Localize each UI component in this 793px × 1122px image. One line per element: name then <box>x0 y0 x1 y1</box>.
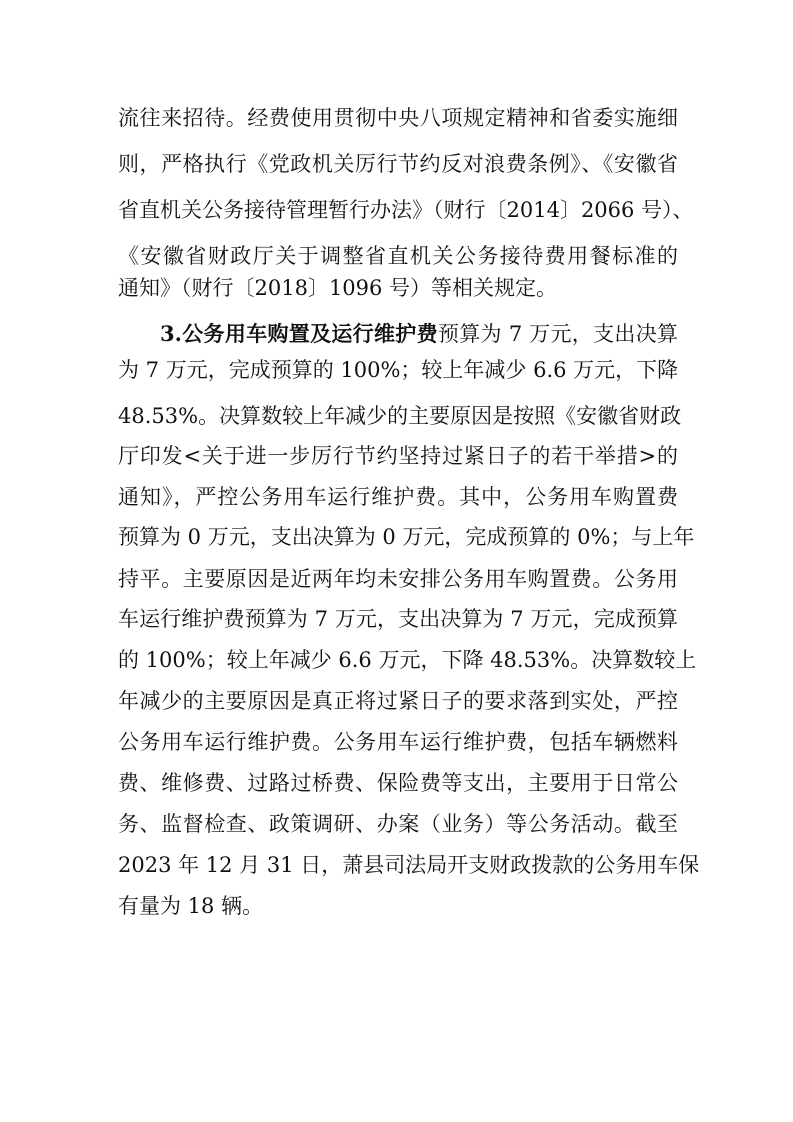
paragraph-line: 为 7 万元，完成预算的 100%；较上年减少 6.6 万元，下降 <box>118 358 679 382</box>
paragraph-line: 厅印发<关于进一步厉行节约坚持过紧日子的若干举措>的 <box>118 444 678 468</box>
section-3-heading-rest: 预算为 7 万元，支出决算 <box>437 322 679 346</box>
paragraph-line: 车运行维护费预算为 7 万元，支出决算为 7 万元，完成预算 <box>118 607 678 631</box>
paragraph-line: 有量为 18 辆。 <box>118 894 264 918</box>
paragraph-line: 2023 年 12 月 31 日，萧县司法局开支财政拨款的公务用车保 <box>118 853 700 877</box>
paragraph-line: 通知》（财行〔2018〕1096 号）等相关规定。 <box>118 276 558 300</box>
paragraph-line: 预算为 0 万元，支出决算为 0 万元，完成预算的 0%；与上年 <box>118 525 695 549</box>
paragraph-line: 年减少的主要原因是真正将过紧日子的要求落到实处，严控 <box>118 689 678 713</box>
section-3-first-line <box>160 316 678 352</box>
paragraph-line: 费、维修费、过路过桥费、保险费等支出，主要用于日常公 <box>118 771 678 795</box>
paragraph-line: 48.53%。决算数较上年减少的主要原因是按照《安徽省财政 <box>118 404 682 428</box>
paragraph-line: 的 100%；较上年减少 6.6 万元，下降 48.53%。决算数较上 <box>118 648 697 672</box>
paragraph-line: 流往来招待。经费使用贯彻中央八项规定精神和省委实施细 <box>118 106 678 130</box>
paragraph-line: 务、监督检查、政策调研、办案（业务）等公务活动。截至 <box>118 812 678 836</box>
paragraph-line: 公务用车运行维护费。公务用车运行维护费，包括车辆燃料 <box>118 730 678 754</box>
paragraph-line: 则，严格执行《党政机关厉行节约反对浪费条例》、《安徽省 <box>118 152 678 176</box>
section-3-heading: 3.公务用车购置及运行维护费 <box>160 321 438 346</box>
paragraph-line: 省直机关公务接待管理暂行办法》（财行〔2014〕2066 号）、 <box>118 198 694 222</box>
paragraph-line: 《安徽省财政厅关于调整省直机关公务接待费用餐标准的 <box>118 244 678 268</box>
paragraph-line: 通知》，严控公务用车运行维护费。其中，公务用车购置费 <box>118 485 678 509</box>
paragraph-line: 持平。主要原因是近两年均未安排公务用车购置费。公务用 <box>118 567 678 591</box>
